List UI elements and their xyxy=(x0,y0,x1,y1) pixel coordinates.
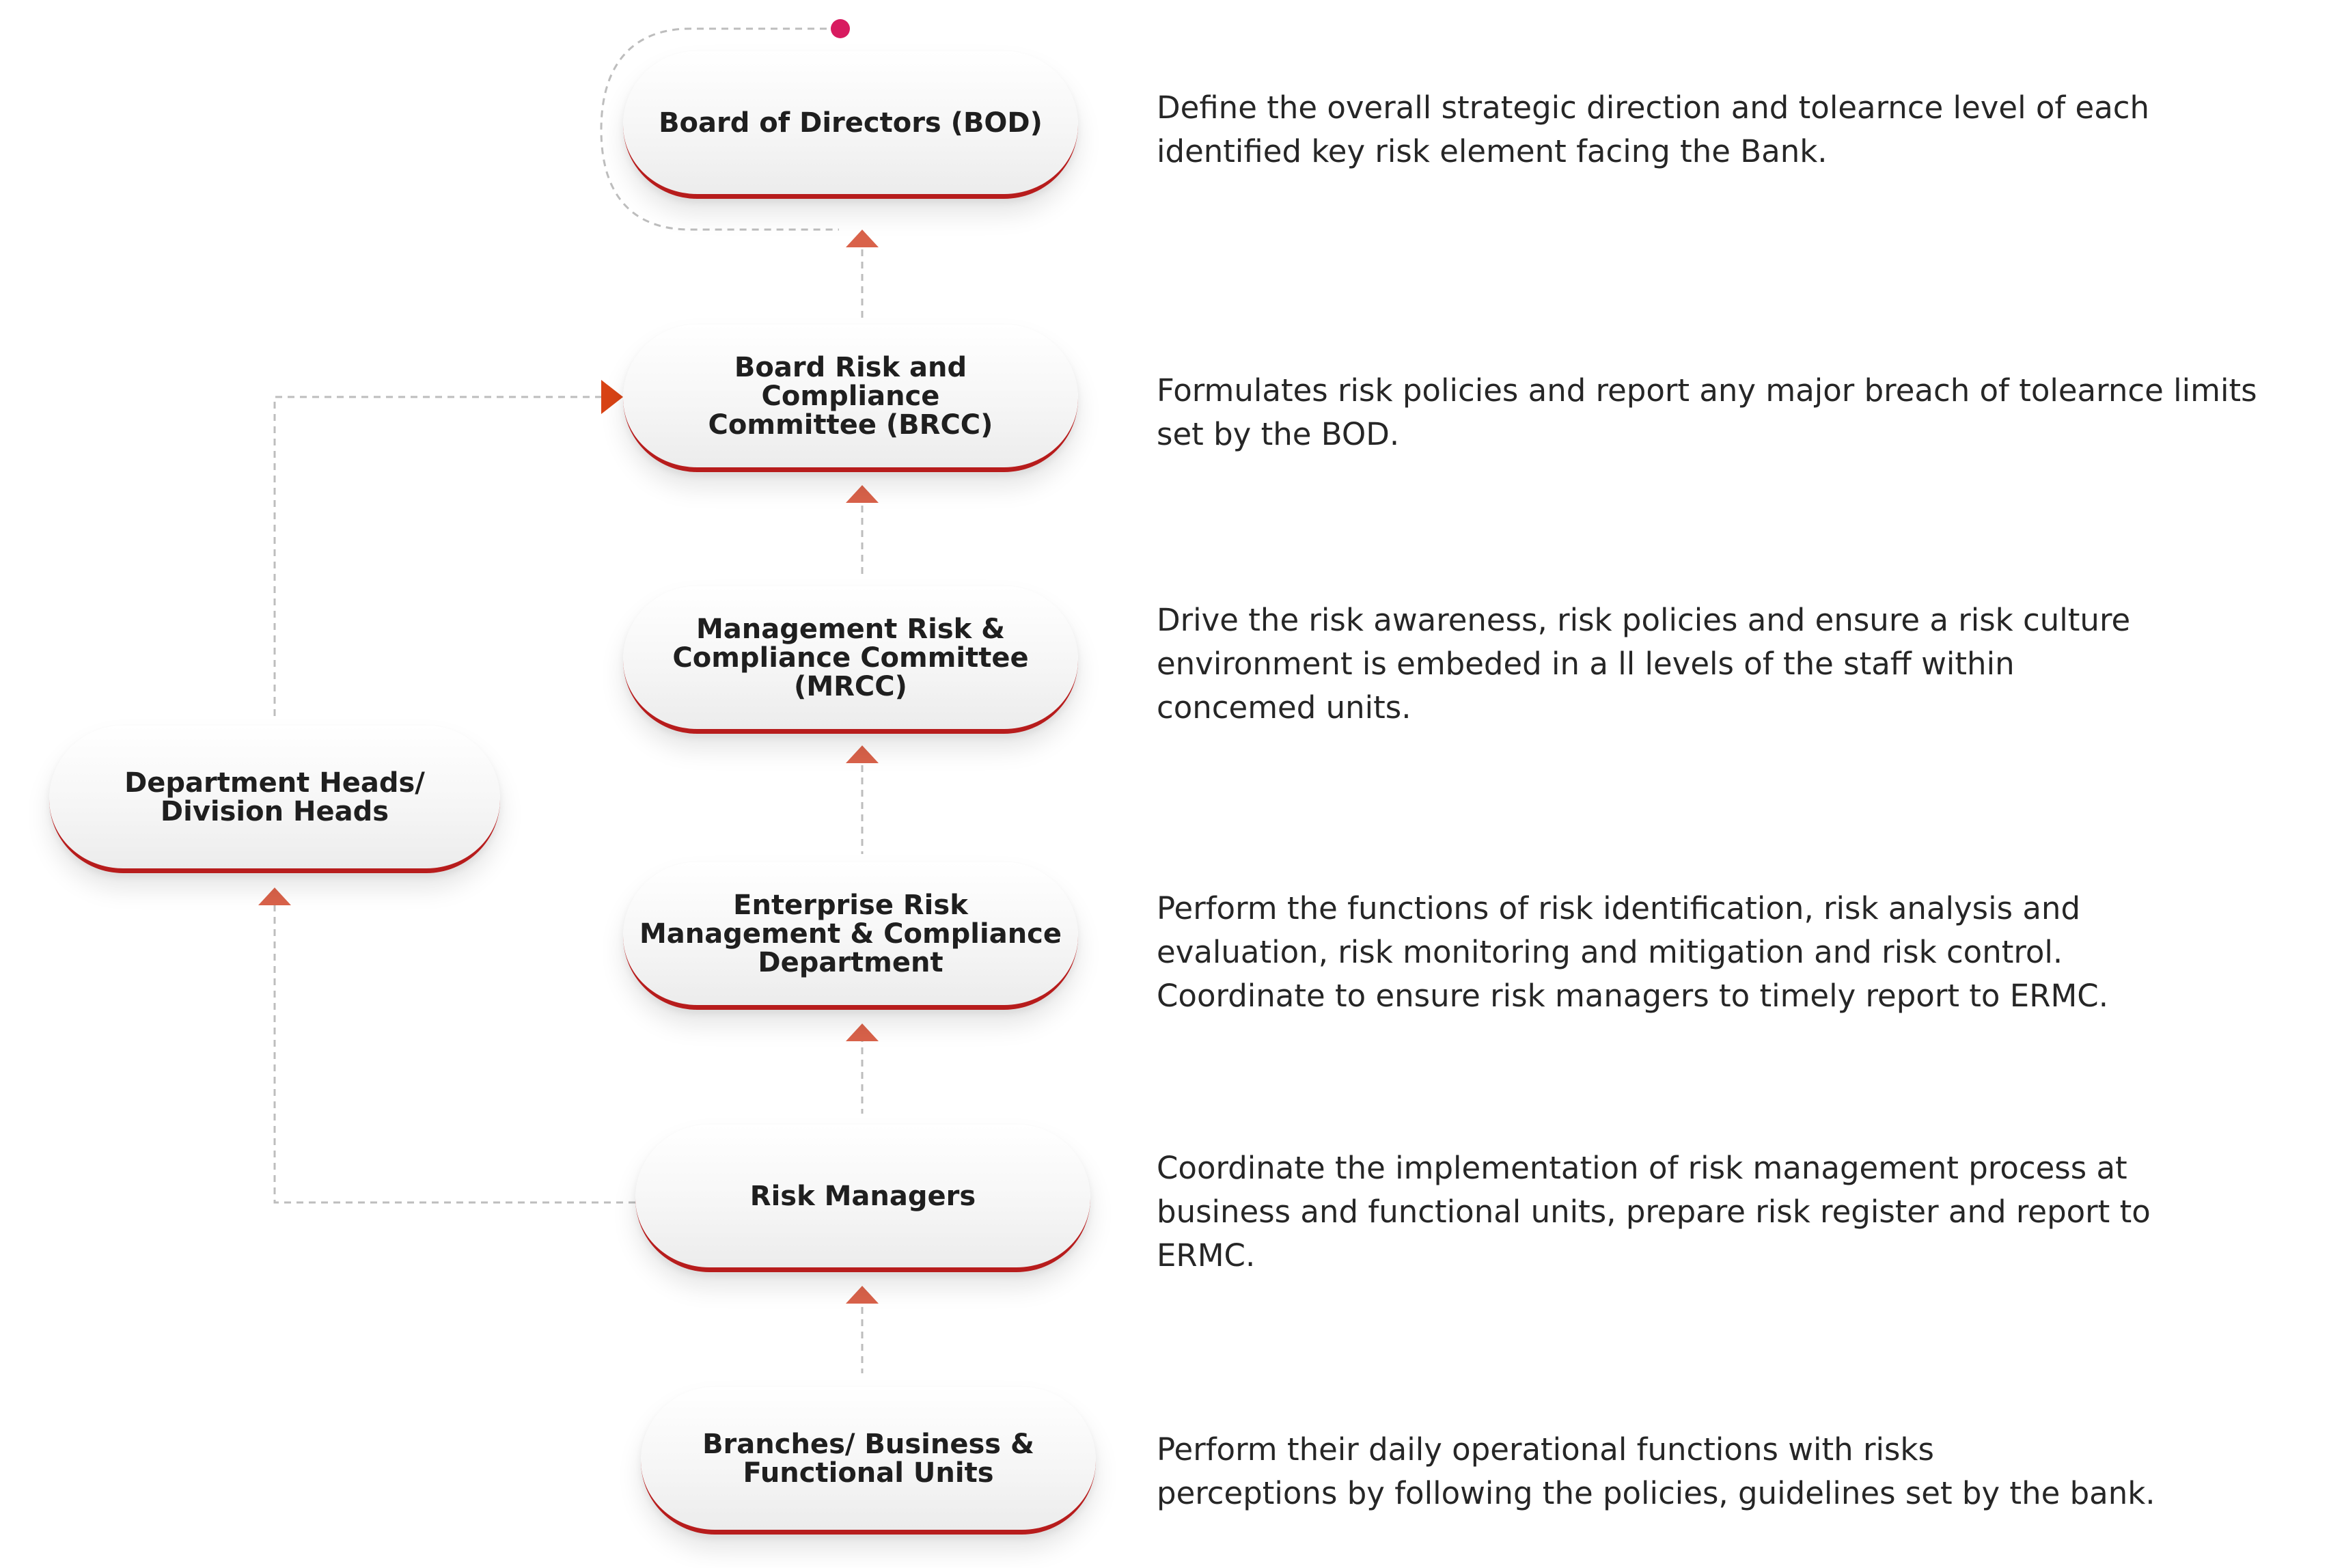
arrow-right-brcc xyxy=(601,380,623,414)
arrow-up-mrcc xyxy=(846,745,879,763)
node-mrcc xyxy=(623,586,1078,734)
node-dept-heads-label: Department Heads/ Division Heads xyxy=(124,767,425,827)
desc-ermcd: Perform the functions of risk identification, risk analysis and evaluation, risk monitoring and mitigation and risk control. Coordinate to ensure risk managers to timely report to ERMC. xyxy=(1157,890,2109,1014)
desc-branches: Perform their daily operational functions with risks perceptions by following the policies, guidelines set by the bank. xyxy=(1157,1431,2155,1511)
arrow-up-ermcd xyxy=(846,1023,879,1041)
desc-brcc: Formulates risk policies and report any major breach of tolearnce limits set by the BOD. xyxy=(1157,372,2257,452)
node-bod xyxy=(623,51,1078,199)
arrow-up-depthead xyxy=(258,888,291,905)
node-branches xyxy=(641,1387,1096,1535)
bod-loop-dot xyxy=(831,19,850,38)
node-brcc-label: Board Risk and Compliance Committee (BRCC) xyxy=(708,351,993,441)
arrow-up-rm xyxy=(846,1286,879,1304)
arrow-up-brcc xyxy=(846,485,879,503)
connector-rm-depthead xyxy=(275,905,635,1202)
node-ermcd xyxy=(623,862,1078,1010)
node-risk-managers xyxy=(635,1125,1090,1272)
node-risk-managers-label: Risk Managers xyxy=(749,1180,976,1212)
connector-depthead-brcc xyxy=(275,397,601,716)
node-ermcd-label: Enterprise Risk Management & Compliance Department xyxy=(639,889,1062,978)
node-brcc xyxy=(623,325,1078,472)
node-bod-label: Board of Directors (BOD) xyxy=(659,107,1043,139)
desc-risk-managers: Coordinate the implementation of risk management process at business and functional units, prepare risk register and report to ERMC. xyxy=(1157,1150,2151,1274)
arrow-up-bod xyxy=(846,230,879,247)
desc-bod: Define the overall strategic direction and tolearnce level of each identified key risk element facing the Bank. xyxy=(1157,90,2150,169)
node-mrcc-label: Management Risk & Compliance Committee (MRCC) xyxy=(672,613,1029,702)
desc-mrcc: Drive the risk awareness, risk policies and ensure a risk culture environment is embeded in a ll levels of the staff within concemed units. xyxy=(1157,602,2131,726)
node-dept-heads xyxy=(49,726,500,873)
node-branches-label: Branches/ Business & Functional Units xyxy=(702,1428,1034,1489)
